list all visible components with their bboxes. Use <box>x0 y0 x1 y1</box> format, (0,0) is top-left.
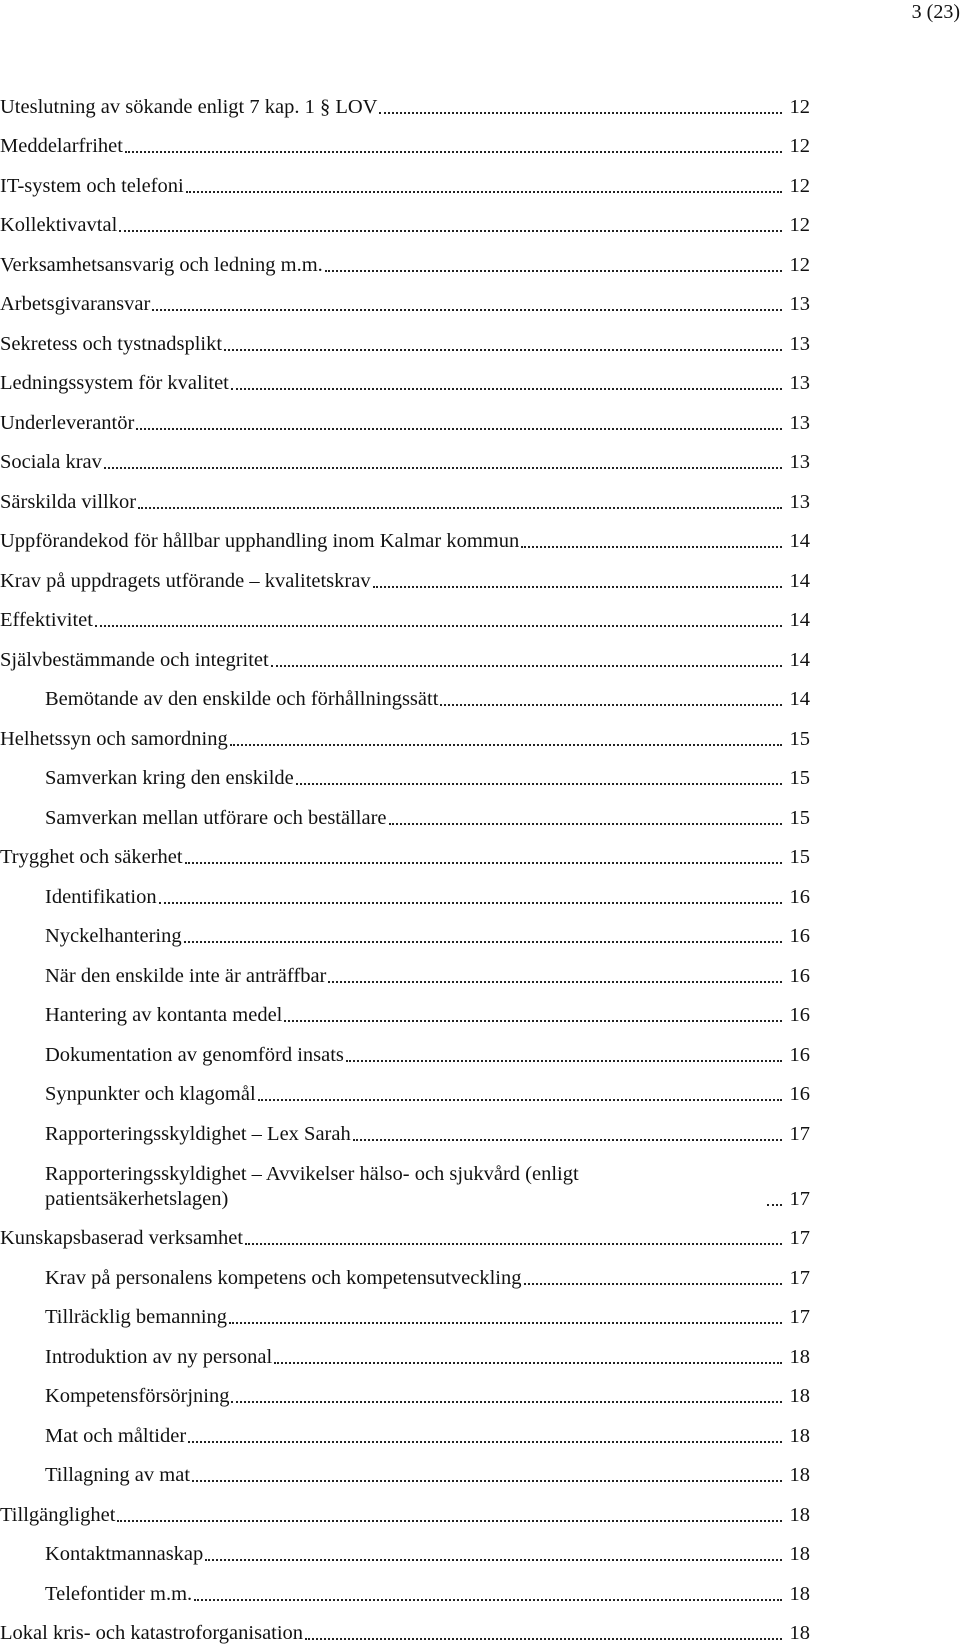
toc-entry-title: Särskilda villkor <box>0 490 136 515</box>
toc-entry-page: 13 <box>784 411 810 436</box>
toc-entry-page: 18 <box>784 1345 810 1370</box>
toc-entry-title: Bemötande av den enskilde och förhållningssätt <box>0 687 438 712</box>
toc-entry[interactable] <box>0 1488 810 1528</box>
toc-dot-leader <box>136 428 782 430</box>
toc-dot-leader <box>353 1139 782 1141</box>
toc-entry-page: 15 <box>784 766 810 791</box>
toc-dot-leader <box>95 625 782 627</box>
toc-entry-title: Lokal kris- och katastroforganisation <box>0 1621 303 1646</box>
toc-entry[interactable] <box>0 238 810 278</box>
toc-dot-leader <box>152 309 782 311</box>
toc-dot-leader <box>185 862 782 864</box>
toc-entry-page: 12 <box>784 213 810 238</box>
toc-entry[interactable] <box>0 199 810 239</box>
toc-dot-leader <box>245 1243 782 1245</box>
toc-entry-page: 15 <box>784 806 810 831</box>
toc-dot-leader <box>231 388 782 390</box>
page-number: 3 (23) <box>912 0 960 24</box>
toc-entry-title: Underleverantör <box>0 411 134 436</box>
toc-entry-title: Meddelarfrihet <box>0 134 123 159</box>
toc-entry[interactable] <box>0 1330 810 1370</box>
toc-entry-page: 17 <box>784 1187 810 1212</box>
toc-dot-leader <box>284 1020 782 1022</box>
toc-entry[interactable] <box>0 1607 810 1646</box>
toc-entry-page: 17 <box>784 1226 810 1251</box>
toc-dot-leader <box>192 1480 782 1482</box>
toc-entry-title: När den enskilde inte är anträffbar <box>0 964 326 989</box>
toc-entry[interactable] <box>0 712 810 752</box>
toc-entry-page: 16 <box>784 964 810 989</box>
toc-entry[interactable] <box>0 831 810 871</box>
toc-dot-leader <box>125 151 782 153</box>
toc-dot-leader <box>117 1520 782 1522</box>
toc-entry-title: Tillgänglighet <box>0 1503 115 1528</box>
toc-dot-leader <box>274 1362 782 1364</box>
toc-entry[interactable] <box>0 752 810 792</box>
toc-entry-title: Kunskapsbaserad verksamhet <box>0 1226 243 1251</box>
toc-dot-leader <box>159 902 782 904</box>
toc-entry-page: 14 <box>784 569 810 594</box>
toc-entry-page: 18 <box>784 1463 810 1488</box>
toc-entry[interactable] <box>0 989 810 1029</box>
toc-dot-leader <box>440 704 782 706</box>
toc-entry[interactable] <box>0 1567 810 1607</box>
toc-entry-title: Trygghet och säkerhet <box>0 845 183 870</box>
toc-dot-leader <box>389 823 782 825</box>
toc-dot-leader <box>119 230 782 232</box>
toc-entry[interactable] <box>0 870 810 910</box>
toc-entry-title: Introduktion av ny personal <box>0 1345 272 1370</box>
toc-dot-leader <box>188 1441 782 1443</box>
toc-entry[interactable] <box>0 1107 810 1147</box>
toc-entry-page: 13 <box>784 332 810 357</box>
toc-entry-title: Verksamhetsansvarig och ledning m.m. <box>0 253 323 278</box>
toc-entry-page: 16 <box>784 1043 810 1068</box>
toc-entry[interactable] <box>0 791 810 831</box>
toc-entry[interactable] <box>0 1449 810 1489</box>
toc-entry-page: 15 <box>784 727 810 752</box>
toc-entry-title: Krav på personalens kompetens och kompetensutveckling <box>0 1266 522 1291</box>
toc-entry-page: 13 <box>784 490 810 515</box>
toc-entry[interactable] <box>0 357 810 397</box>
toc-entry[interactable] <box>0 1370 810 1410</box>
toc-entry-title: Rapporteringsskyldighet – Lex Sarah <box>0 1122 351 1147</box>
toc-entry-title: Tillagning av mat <box>0 1463 190 1488</box>
toc-entry[interactable] <box>0 1528 810 1568</box>
toc-entry[interactable] <box>0 317 810 357</box>
toc-entry-page: 17 <box>784 1122 810 1147</box>
toc-dot-leader <box>524 1283 783 1285</box>
toc-entry-page: 16 <box>784 1003 810 1028</box>
toc-entry-page: 18 <box>784 1621 810 1646</box>
toc-entry-page: 16 <box>784 924 810 949</box>
toc-entry[interactable] <box>0 80 810 120</box>
toc-dot-leader <box>328 981 782 983</box>
toc-dot-leader <box>194 1599 782 1601</box>
toc-dot-leader <box>325 270 782 272</box>
toc-entry-title: Ledningssystem för kvalitet <box>0 371 229 396</box>
toc-dot-leader <box>231 1401 782 1403</box>
toc-dot-leader <box>229 1322 782 1324</box>
toc-dot-leader <box>521 546 782 548</box>
toc-entry[interactable] <box>0 515 810 555</box>
toc-dot-leader <box>138 507 782 509</box>
toc-entry-title: Uppförandekod för hållbar upphandling inom Kalmar kommun <box>0 529 519 554</box>
toc-entry[interactable] <box>0 436 810 476</box>
toc-entry-title: Självbestämmande och integritet <box>0 648 269 673</box>
toc-entry-title: Kollektivavtal <box>0 213 117 238</box>
toc-entry-page: 18 <box>784 1424 810 1449</box>
toc-entry-title: Sociala krav <box>0 450 102 475</box>
toc-entry-page: 18 <box>784 1542 810 1567</box>
toc-dot-leader <box>373 586 782 588</box>
toc-entry[interactable] <box>0 594 810 634</box>
toc-entry-page: 12 <box>784 95 810 120</box>
toc-entry-title: Kompetensförsörjning <box>0 1384 229 1409</box>
toc-entry[interactable] <box>0 949 810 989</box>
toc-entry[interactable] <box>0 1409 810 1449</box>
toc-entry-title: IT-system och telefoni <box>0 174 184 199</box>
toc-dot-leader <box>186 191 782 193</box>
toc-dot-leader <box>230 744 782 746</box>
toc-entry-page: 17 <box>784 1305 810 1330</box>
toc-entry-title: Synpunkter och klagomål <box>0 1082 256 1107</box>
toc-entry-title: Sekretess och tystnadsplikt <box>0 332 222 357</box>
toc-dot-leader <box>258 1099 782 1101</box>
toc-entry-page: 13 <box>784 371 810 396</box>
toc-entry[interactable] <box>0 910 810 950</box>
toc-entry[interactable] <box>0 673 810 713</box>
toc-entry[interactable] <box>0 475 810 515</box>
toc-dot-leader <box>767 1204 782 1206</box>
toc-entry[interactable] <box>0 633 810 673</box>
toc-entry[interactable] <box>0 1028 810 1068</box>
toc-dot-leader <box>205 1559 782 1561</box>
toc-dot-leader <box>379 112 782 114</box>
toc-entry-title: Krav på uppdragets utförande – kvalitetskrav <box>0 569 371 594</box>
toc-entry[interactable] <box>0 278 810 318</box>
toc-entry[interactable] <box>0 1068 810 1108</box>
toc-entry-title: Kontaktmannaskap <box>0 1542 203 1567</box>
toc-entry-page: 12 <box>784 134 810 159</box>
toc-dot-leader <box>346 1060 782 1062</box>
toc-entry-title: Tillräcklig bemanning <box>0 1305 227 1330</box>
toc-entry-title: Mat och måltider <box>0 1424 186 1449</box>
toc-entry[interactable] <box>0 396 810 436</box>
toc-entry-page: 14 <box>784 608 810 633</box>
toc-entry[interactable] <box>0 1291 810 1331</box>
toc-entry-page: 16 <box>784 885 810 910</box>
toc-entry-title: Telefontider m.m. <box>0 1582 192 1607</box>
toc-entry-title: Hantering av kontanta medel <box>0 1003 282 1028</box>
toc-entry-title: Arbetsgivaransvar <box>0 292 150 317</box>
toc-dot-leader <box>184 941 782 943</box>
toc-entry-page: 13 <box>784 292 810 317</box>
toc-entry-title: Samverkan kring den enskilde <box>0 766 294 791</box>
toc-entry[interactable] <box>0 1212 810 1252</box>
toc-entry-page: 18 <box>784 1503 810 1528</box>
toc-dot-leader <box>104 467 782 469</box>
toc-dot-leader <box>305 1638 782 1640</box>
table-of-contents <box>0 80 810 1646</box>
toc-entry-page: 18 <box>784 1582 810 1607</box>
toc-dot-leader <box>271 665 782 667</box>
toc-entry-page: 18 <box>784 1384 810 1409</box>
toc-entry-page: 17 <box>784 1266 810 1291</box>
toc-entry[interactable] <box>0 1147 810 1212</box>
toc-dot-leader <box>296 783 782 785</box>
toc-entry-page: 15 <box>784 845 810 870</box>
toc-entry-page: 12 <box>784 174 810 199</box>
toc-entry-page: 16 <box>784 1082 810 1107</box>
toc-entry-page: 13 <box>784 450 810 475</box>
toc-entry[interactable] <box>0 554 810 594</box>
toc-entry-title: Dokumentation av genomförd insats <box>0 1043 344 1068</box>
toc-entry-title: Nyckelhantering <box>0 924 182 949</box>
toc-entry-page: 12 <box>784 253 810 278</box>
toc-dot-leader <box>224 349 782 351</box>
toc-entry-title: Samverkan mellan utförare och beställare <box>0 806 387 831</box>
toc-entry-title: Effektivitet <box>0 608 93 633</box>
toc-entry-title: Helhetssyn och samordning <box>0 727 228 752</box>
toc-entry-title: Rapporteringsskyldighet – Avvikelser hälso- och sjukvård (enligt patientsäkerhetslagen) <box>0 1162 765 1212</box>
toc-entry-title: Identifikation <box>0 885 157 910</box>
toc-entry-page: 14 <box>784 648 810 673</box>
toc-entry-page: 14 <box>784 687 810 712</box>
toc-entry[interactable] <box>0 120 810 160</box>
toc-entry-title: Uteslutning av sökande enligt 7 kap. 1 § LOV <box>0 95 377 120</box>
toc-entry[interactable] <box>0 159 810 199</box>
toc-entry-page: 14 <box>784 529 810 554</box>
toc-entry[interactable] <box>0 1251 810 1291</box>
